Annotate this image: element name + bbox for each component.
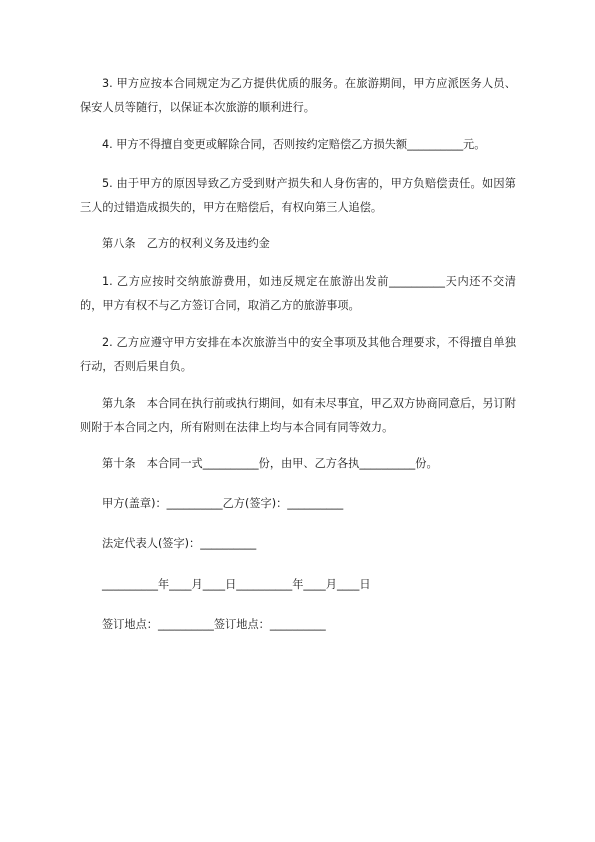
article-9: 第九条 本合同在执行前或执行期间，如有未尽事宜，甲乙双方协商同意后，另订附则附于本合同之内，所有附则在法律上均与本合同有同等效力。 xyxy=(80,397,516,434)
signing-date-line: __________年____月____日__________年____月____日 xyxy=(102,578,371,591)
party-signature-line: 甲方(盖章)：__________乙方(签字)：__________ xyxy=(102,497,344,510)
clause-4: 4. 甲方不得擅自变更或解除合同，否则按约定赔偿乙方损失额__________元。 xyxy=(102,138,486,151)
clause-3: 3. 甲方应按本合同规定为乙方提供优质的服务。在旅游期间，甲方应派医务人员、保安人员等随行，以保证本次旅游的顺利进行。 xyxy=(80,77,516,114)
article-8-clause-1: 1. 乙方应按时交纳旅游费用，如违反规定在旅游出发前__________天内还不交清的，甲方有权不与乙方签订合同，取消乙方的旅游事项。 xyxy=(80,275,516,312)
legal-representative-line: 法定代表人(签字)：__________ xyxy=(102,537,257,550)
clause-5: 5. 由于甲方的原因导致乙方受到财产损失和人身伤害的，甲方负赔偿责任。如因第三人的过错造成损失的，甲方在赔偿后，有权向第三人追偿。 xyxy=(80,177,516,214)
article-8-heading: 第八条 乙方的权利义务及违约金 xyxy=(102,237,270,250)
signing-place-line: 签订地点：__________签订地点：__________ xyxy=(102,618,326,631)
article-8-clause-2: 2. 乙方应遵守甲方安排在本次旅游当中的安全事项及其他合理要求，不得擅自单独行动，否则后果自负。 xyxy=(80,336,516,373)
article-10: 第十条 本合同一式__________份，由甲、乙方各执__________份。 xyxy=(102,457,438,470)
